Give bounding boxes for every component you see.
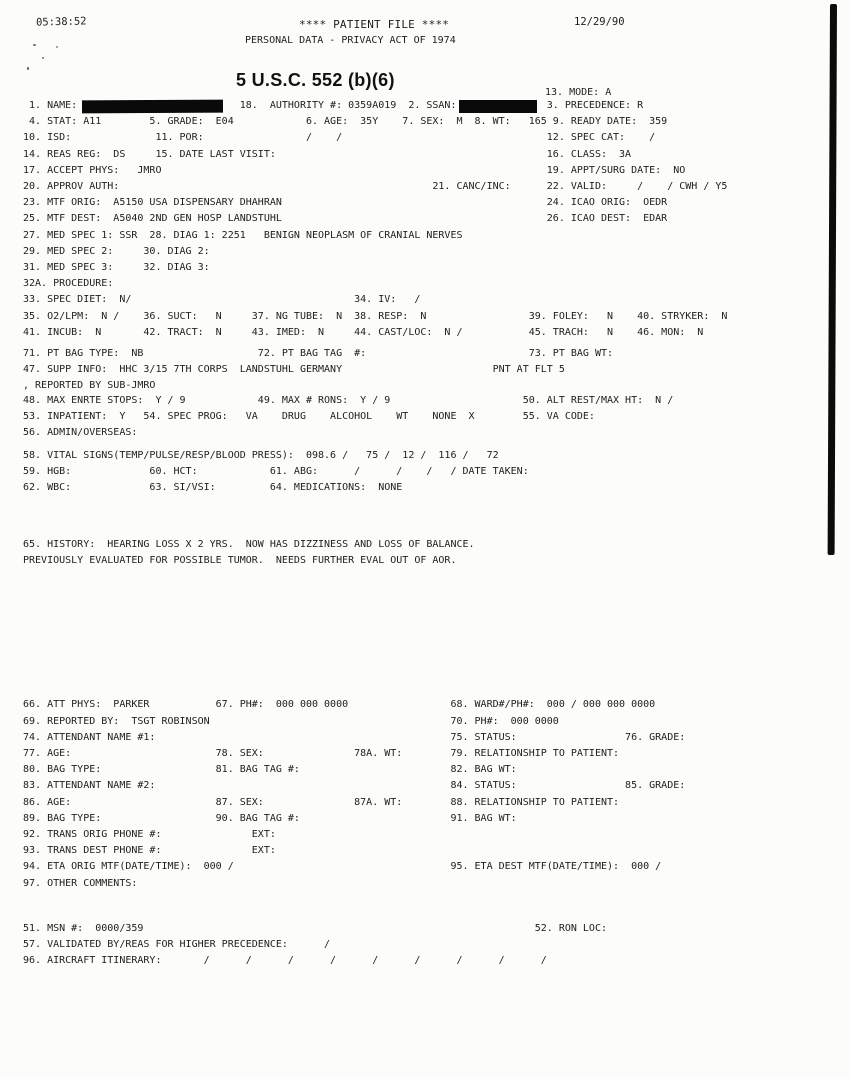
form-line: 96. AIRCRAFT ITINERARY: / / / / / / / / / bbox=[23, 955, 547, 967]
form-line: , REPORTED BY SUB-JMRO bbox=[23, 380, 156, 392]
form-line: 77. AGE: 78. SEX: 78A. WT: 79. RELATIONSHIP TO PATIENT: bbox=[23, 748, 620, 759]
field-13-mode: 13. MODE: A bbox=[545, 87, 612, 98]
form-line: 27. MED SPEC 1: SSR 28. DIAG 1: 2251 BENIGN NEOPLASM OF CRANIAL NERVES bbox=[23, 229, 463, 241]
form-line: 62. WBC: 63. SI/VSI: 64. MEDICATIONS: NONE bbox=[23, 482, 403, 494]
form-line: 48. MAX ENRTE STOPS: Y / 9 49. MAX # RONS: Y / 9 50. ALT REST/MAX HT: N / bbox=[23, 394, 674, 406]
form-line: 35. O2/LPM: N / 36. SUCT: N 37. NG TUBE: N 38. RESP: N 39. FOLEY: N 40. STRYKER: N bbox=[23, 310, 728, 322]
form-line: 23. MTF ORIG: A5150 USA DISPENSARY DHAHRAN 24. ICAO ORIG: OEDR bbox=[23, 197, 668, 209]
form-line: 41. INCUB: N 42. TRACT: N 43. IMED: N 44. CAST/LOC: N / 45. TRACH: N 46. MON: N bbox=[23, 326, 704, 338]
form-line: 93. TRANS DEST PHONE #: EXT: bbox=[23, 845, 276, 857]
form-line: 14. REAS REG: DS 15. DATE LAST VISIT: 16. CLASS: 3A bbox=[23, 148, 632, 160]
form-lines bbox=[23, 98, 850, 1079]
form-line: 83. ATTENDANT NAME #2: 84. STATUS: 85. GRADE: bbox=[23, 780, 686, 792]
form-line: 51. MSN #: 0000/359 52. RON LOC: bbox=[23, 922, 607, 934]
report-title: **** PATIENT FILE **** bbox=[299, 18, 450, 31]
form-line: 92. TRANS ORIG PHONE #: EXT: bbox=[23, 829, 276, 840]
form-line: 74. ATTENDANT NAME #1: 75. STATUS: 76. GRADE: bbox=[23, 731, 686, 743]
scan-speck bbox=[42, 57, 44, 59]
form-line: PREVIOUSLY EVALUATED FOR POSSIBLE TUMOR. NEEDS FURTHER EVAL OUT OF AOR. bbox=[23, 555, 457, 567]
form-line: 59. HGB: 60. HCT: 61. ABG: / / / / DATE TAKEN: bbox=[23, 466, 529, 478]
form-line: 25. MTF DEST: A5040 2ND GEN HOSP LANDSTUHL 26. ICAO DEST: EDAR bbox=[23, 213, 668, 225]
form-line: 58. VITAL SIGNS(TEMP/PULSE/RESP/BLOOD PRESS): 098.6 / 75 / 12 / 116 / 72 bbox=[23, 449, 499, 461]
privacy-act-notice: PERSONAL DATA - PRIVACY ACT OF 1974 bbox=[245, 35, 456, 46]
form-line: 66. ATT PHYS: PARKER 67. PH#: 000 000 0000 68. WARD#/PH#: 000 / 000 000 0000 bbox=[23, 699, 656, 711]
form-line: 20. APPROV AUTH: 21. CANC/INC: 22. VALID: / / CWH / Y5 bbox=[23, 181, 728, 192]
form-line: 32A. PROCEDURE: bbox=[23, 278, 114, 290]
form-line: 57. VALIDATED BY/REAS FOR HIGHER PRECEDENCE: / bbox=[23, 939, 331, 951]
form-line: 31. MED SPEC 3: 32. DIAG 3: bbox=[23, 262, 210, 273]
form-line: 17. ACCEPT PHYS: JMRO 19. APPT/SURG DATE: NO bbox=[23, 164, 686, 176]
form-line: 56. ADMIN/OVERSEAS: bbox=[23, 427, 138, 439]
form-line: 71. PT BAG TYPE: NB 72. PT BAG TAG #: 73. PT BAG WT: bbox=[23, 347, 614, 359]
form-line: 97. OTHER COMMENTS: bbox=[23, 877, 138, 889]
form-line: 94. ETA ORIG MTF(DATE/TIME): 000 / 95. ETA DEST MTF(DATE/TIME): 000 / bbox=[23, 861, 662, 873]
form-line: 53. INPATIENT: Y 54. SPEC PROG: VA DRUG ALCOHOL WT NONE X 55. VA CODE: bbox=[23, 411, 595, 423]
form-line: 29. MED SPEC 2: 30. DIAG 2: bbox=[23, 245, 210, 257]
form-line: 65. HISTORY: HEARING LOSS X 2 YRS. NOW HAS DIZZINESS AND LOSS OF BALANCE. bbox=[23, 539, 475, 551]
scan-speck bbox=[56, 46, 58, 48]
form-line: 1. NAME: 18. AUTHORITY #: 0359A019 2. SSAN: 3. PRECEDENCE: R bbox=[23, 100, 644, 111]
form-line: 80. BAG TYPE: 81. BAG TAG #: 82. BAG WT: bbox=[23, 764, 517, 776]
scan-speck bbox=[33, 44, 36, 46]
form-line: 86. AGE: 87. SEX: 87A. WT: 88. RELATIONSHIP TO PATIENT: bbox=[23, 796, 620, 808]
form-line: 69. REPORTED BY: TSGT ROBINSON 70. PH#: 000 0000 bbox=[23, 715, 559, 727]
form-line: 47. SUPP INFO: HHC 3/15 7TH CORPS LANDSTUHL GERMANY PNT AT FLT 5 bbox=[23, 364, 565, 376]
printed-time: 05:38:52 bbox=[35, 15, 87, 29]
form-line: 33. SPEC DIET: N/ 34. IV: / bbox=[23, 294, 421, 306]
form-line: 10. ISD: 11. POR: / / 12. SPEC CAT: / bbox=[23, 132, 656, 144]
scan-speck bbox=[27, 67, 29, 70]
printed-date: 12/29/90 bbox=[574, 16, 625, 28]
form-line: 89. BAG TYPE: 90. BAG TAG #: 91. BAG WT: bbox=[23, 812, 517, 824]
foia-exemption-stamp: 5 U.S.C. 552 (b)(6) bbox=[236, 70, 395, 90]
form-line: 4. STAT: A11 5. GRADE: E04 6. AGE: 35Y 7. SEX: M 8. WT: 165 9. READY DATE: 359 bbox=[23, 116, 668, 128]
